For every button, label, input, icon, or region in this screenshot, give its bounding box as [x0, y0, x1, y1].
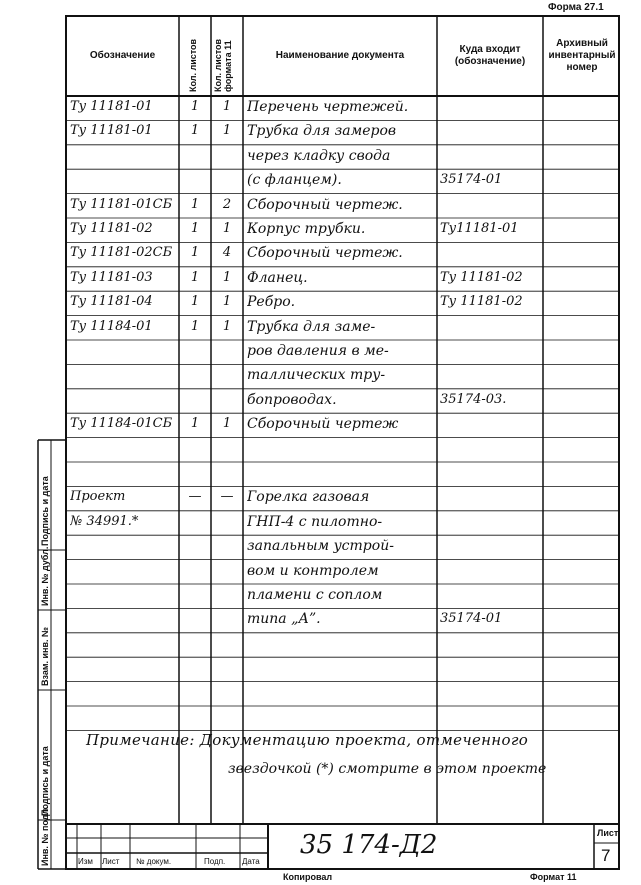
- header-sheet-count-a11-text: Кол. листов формата 11: [213, 38, 233, 92]
- tb-col-list: Лист: [102, 857, 120, 866]
- table-row: [0, 340, 641, 364]
- cell-doc-name: Сборочный чертеж: [247, 416, 399, 433]
- table-row: [0, 608, 641, 632]
- cell-doc-name: вом и контролем: [247, 562, 379, 579]
- cell-doc-name: Сборочный чертеж.: [247, 196, 403, 213]
- cell-sheets-a11: 1: [222, 221, 232, 236]
- table-row: [0, 560, 641, 584]
- side-label-inv-original: Инв. № подл.: [40, 806, 50, 866]
- cell-designation: Ту 11184-01СБ: [70, 416, 173, 432]
- cell-designation: Ту 11181-02: [70, 221, 153, 236]
- cell-sheets-a11: —: [220, 489, 234, 505]
- side-label-inv-duplicate: Инв. № дубл.: [40, 546, 50, 606]
- cell-destination: 35174-01: [440, 611, 503, 627]
- cell-sheets: 1: [190, 294, 200, 310]
- cell-sheets-a11: 1: [222, 123, 232, 139]
- table-row: [0, 364, 641, 388]
- cell-designation: Ту 11184-01: [70, 318, 153, 334]
- cell-sheets-a11: 1: [222, 416, 232, 432]
- header-destination: [440, 44, 540, 68]
- table-row: [0, 120, 641, 144]
- cell-designation: Ту 11181-01: [70, 123, 153, 139]
- form-label: Форма 27.1: [548, 2, 604, 13]
- cell-sheets: 1: [190, 318, 200, 334]
- tb-col-doc: № докум.: [136, 857, 172, 866]
- table-row: [0, 584, 641, 608]
- cell-doc-name: ГНП-4 с пилотно-: [247, 513, 383, 530]
- side-label-sign-date-1: Подпись и дата: [40, 746, 50, 816]
- cell-destination: 35174-03.: [440, 391, 507, 407]
- cell-destination: 35174-01: [440, 172, 503, 188]
- tb-col-izm: Изм: [78, 857, 93, 866]
- header-sheet-count-a11: [213, 18, 233, 92]
- table-row: [0, 389, 641, 413]
- tb-col-date: Дата: [242, 857, 260, 866]
- table-row: [0, 535, 641, 559]
- table-row: [0, 511, 641, 535]
- cell-doc-name: Сборочный чертеж.: [247, 245, 403, 262]
- cell-designation: Ту 11181-01: [70, 99, 153, 114]
- cell-doc-name: Ребро.: [247, 294, 296, 311]
- cell-sheets: 1: [190, 196, 200, 212]
- table-row: [0, 438, 641, 462]
- cell-doc-name: (с фланцем).: [247, 172, 342, 189]
- cell-designation: № 34991.*: [70, 513, 139, 529]
- cell-sheets-a11: 1: [222, 318, 232, 334]
- table-row: [0, 316, 641, 340]
- footer-format: Формат 11: [530, 872, 577, 882]
- table-row: [0, 96, 641, 120]
- cell-doc-name: ров давления в ме-: [247, 343, 389, 359]
- cell-sheets: —: [188, 489, 202, 505]
- cell-designation: Ту 11181-02СБ: [70, 245, 173, 261]
- header-destination-text: Куда входит (обозначение): [454, 44, 526, 67]
- cell-sheets: 1: [190, 99, 200, 114]
- cell-sheets: 1: [190, 416, 200, 432]
- cell-doc-name: Трубка для заме-: [247, 318, 376, 335]
- cell-doc-name: Корпус трубки.: [247, 221, 366, 237]
- cell-designation: Ту 11181-01СБ: [70, 196, 173, 212]
- cell-destination: Ту 11181-02: [440, 294, 523, 310]
- header-archive: [545, 38, 619, 74]
- cell-designation: Проект: [70, 489, 126, 505]
- note-line-2: звездочкой (*) смотрите в этом проекте: [228, 761, 547, 777]
- sheet-label: Лист: [597, 828, 619, 838]
- header-sheet-count: Кол. листов: [188, 38, 198, 92]
- table-row: [0, 291, 641, 315]
- table-row: [0, 242, 641, 266]
- cell-doc-name: Перечень чертежей.: [247, 99, 409, 115]
- cell-sheets-a11: 2: [222, 196, 232, 212]
- table-row: [0, 486, 641, 510]
- cell-doc-name: таллических тру-: [247, 367, 386, 384]
- header-archive-text: Архивный инвентарный номер: [548, 38, 616, 73]
- footer-copied: Копировал: [283, 872, 333, 882]
- header-designation: Обозначение: [89, 50, 156, 61]
- cell-doc-name: запальным устрой-: [247, 538, 394, 555]
- table-row: [0, 413, 641, 437]
- cell-destination: Ту 11181-02: [440, 269, 523, 285]
- table-row: [0, 169, 641, 193]
- header-doc-name: Наименование документа: [275, 50, 405, 61]
- cell-sheets-a11: 1: [222, 294, 232, 310]
- note-line-1: Примечание: Документацию проекта, отмеченного: [86, 731, 529, 749]
- cell-sheets: 1: [190, 269, 200, 285]
- cell-sheets: 1: [190, 245, 200, 261]
- cell-doc-name: типа „А”.: [247, 611, 321, 628]
- cell-designation: Ту 11181-03: [70, 269, 153, 285]
- cell-doc-name: Фланец.: [247, 269, 308, 286]
- sheet-number: 7: [601, 846, 611, 865]
- cell-sheets: 1: [190, 123, 200, 139]
- cell-doc-name: пламени с соплом: [247, 587, 383, 603]
- table-row: [0, 267, 641, 291]
- table-row: [0, 462, 641, 486]
- cell-destination: Ту11181-01: [440, 221, 519, 236]
- cell-sheets-a11: 4: [222, 245, 232, 261]
- cell-sheets: 1: [190, 221, 200, 236]
- table-row: [0, 218, 641, 242]
- cell-doc-name: бопроводах.: [247, 391, 337, 408]
- table-row: [0, 194, 641, 218]
- cell-designation: Ту 11181-04: [70, 294, 153, 310]
- cell-doc-name: через кладку свода: [247, 147, 391, 164]
- tb-col-sign: Подп.: [204, 857, 226, 866]
- table-row: [0, 145, 641, 169]
- cell-doc-name: Горелка газовая: [247, 489, 370, 506]
- side-label-sign-date-2: Подпись и дата: [40, 476, 50, 546]
- document-number: 35 174-Д2: [300, 830, 438, 860]
- side-label-replace-inv: Взам. инв. №: [40, 626, 50, 686]
- cell-sheets-a11: 1: [222, 99, 232, 114]
- cell-doc-name: Трубка для замеров: [247, 123, 397, 140]
- cell-sheets-a11: 1: [222, 269, 232, 285]
